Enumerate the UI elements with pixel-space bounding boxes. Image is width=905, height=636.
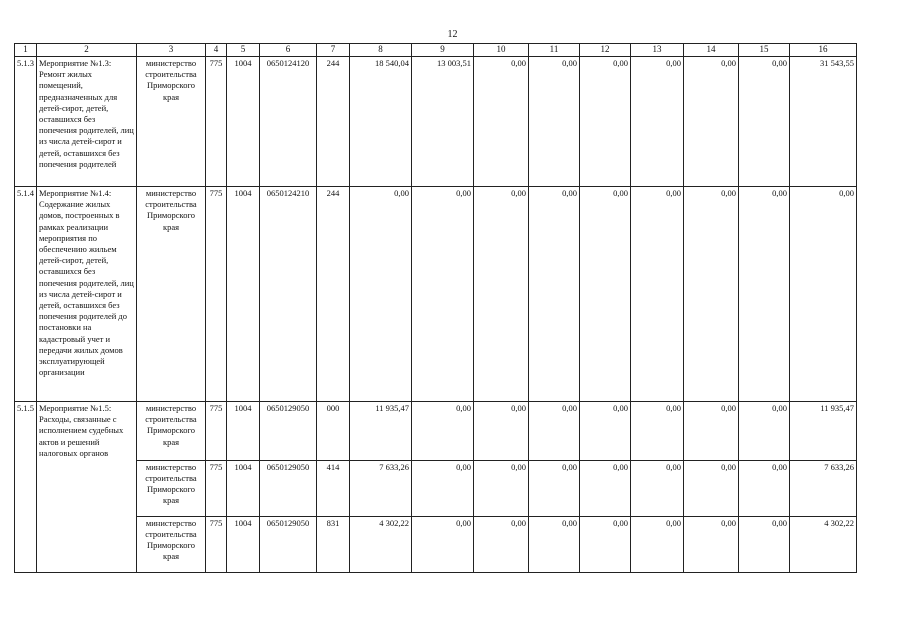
total-cell: 0,00 <box>790 187 857 402</box>
value-cell: 0,00 <box>631 516 684 572</box>
header-cell: 11 <box>529 44 580 57</box>
header-cell: 10 <box>474 44 529 57</box>
target-code: 0650129050 <box>260 460 317 516</box>
value-cell: 18 540,04 <box>350 57 412 187</box>
section-code: 1004 <box>227 460 260 516</box>
target-code: 0650124120 <box>260 57 317 187</box>
value-cell: 0,00 <box>474 402 529 461</box>
value-cell: 0,00 <box>350 187 412 402</box>
executor: министерство строительства Приморского края <box>137 402 206 461</box>
expense-type-code: 000 <box>317 402 350 461</box>
table-row <box>15 187 857 402</box>
row-number <box>15 516 37 572</box>
value-cell: 11 935,47 <box>350 402 412 461</box>
section-code: 1004 <box>227 187 260 402</box>
budget-table <box>14 43 857 573</box>
value-cell: 0,00 <box>739 516 790 572</box>
value-cell: 0,00 <box>529 187 580 402</box>
measure-name <box>37 516 137 572</box>
value-cell: 0,00 <box>631 460 684 516</box>
section-code: 1004 <box>227 57 260 187</box>
value-cell: 0,00 <box>631 187 684 402</box>
value-cell: 13 003,51 <box>412 57 474 187</box>
value-cell: 0,00 <box>529 402 580 461</box>
header-cell: 9 <box>412 44 474 57</box>
table-row <box>15 57 857 187</box>
expense-type-code: 831 <box>317 516 350 572</box>
header-cell: 6 <box>260 44 317 57</box>
value-cell: 0,00 <box>684 516 739 572</box>
row-number <box>15 460 37 516</box>
value-cell: 0,00 <box>684 402 739 461</box>
header-cell: 5 <box>227 44 260 57</box>
value-cell: 0,00 <box>412 187 474 402</box>
value-cell: 0,00 <box>631 57 684 187</box>
header-cell: 16 <box>790 44 857 57</box>
value-cell: 4 302,22 <box>350 516 412 572</box>
value-cell: 0,00 <box>580 516 631 572</box>
value-cell: 0,00 <box>631 402 684 461</box>
value-cell: 0,00 <box>580 57 631 187</box>
measure-name <box>37 460 137 516</box>
measure-name: Мероприятие №1.5: Расходы, связанные с исполнением судебных актов и решений налоговых органов <box>37 402 137 461</box>
value-cell: 0,00 <box>580 402 631 461</box>
measure-name: Мероприятие №1.4: Содержание жилых домов, построенных в рамках реализации мероприятия по обеспечению жильем детей-сирот, детей, оставшихся без попечения родителей, лиц из числа детей-сирот и детей, оставшихся без попечения родителей до постановки на кадастровый учет и передачи жилых домов эксплуатирующей организации <box>37 187 137 402</box>
header-cell: 3 <box>137 44 206 57</box>
table-row <box>15 460 857 516</box>
header-cell: 15 <box>739 44 790 57</box>
header-cell: 2 <box>37 44 137 57</box>
row-number: 5.1.5 <box>15 402 37 461</box>
executor: министерство строительства Приморского края <box>137 460 206 516</box>
total-cell: 11 935,47 <box>790 402 857 461</box>
expense-type-code: 414 <box>317 460 350 516</box>
expense-type-code: 244 <box>317 187 350 402</box>
value-cell: 0,00 <box>739 57 790 187</box>
header-cell: 12 <box>580 44 631 57</box>
value-cell: 0,00 <box>412 516 474 572</box>
table-row <box>15 402 857 461</box>
total-cell: 7 633,26 <box>790 460 857 516</box>
section-code: 1004 <box>227 402 260 461</box>
total-cell: 4 302,22 <box>790 516 857 572</box>
header-cell: 1 <box>15 44 37 57</box>
total-cell: 31 543,55 <box>790 57 857 187</box>
value-cell: 0,00 <box>684 57 739 187</box>
page-number: 12 <box>447 29 458 40</box>
value-cell: 0,00 <box>684 187 739 402</box>
grbs-code: 775 <box>206 187 227 402</box>
executor: министерство строительства Приморского края <box>137 57 206 187</box>
value-cell: 0,00 <box>739 460 790 516</box>
grbs-code: 775 <box>206 516 227 572</box>
value-cell: 0,00 <box>474 187 529 402</box>
header-cell: 13 <box>631 44 684 57</box>
grbs-code: 775 <box>206 57 227 187</box>
target-code: 0650129050 <box>260 516 317 572</box>
executor: министерство строительства Приморского края <box>137 187 206 402</box>
table-row <box>15 516 857 572</box>
value-cell: 0,00 <box>474 460 529 516</box>
header-cell: 8 <box>350 44 412 57</box>
header-cell: 14 <box>684 44 739 57</box>
value-cell: 0,00 <box>580 187 631 402</box>
target-code: 0650124210 <box>260 187 317 402</box>
value-cell: 0,00 <box>684 460 739 516</box>
grbs-code: 775 <box>206 402 227 461</box>
value-cell: 0,00 <box>412 460 474 516</box>
expense-type-code: 244 <box>317 57 350 187</box>
value-cell: 0,00 <box>474 57 529 187</box>
value-cell: 0,00 <box>529 57 580 187</box>
value-cell: 7 633,26 <box>350 460 412 516</box>
value-cell: 0,00 <box>474 516 529 572</box>
table-header-row <box>15 44 857 57</box>
target-code: 0650129050 <box>260 402 317 461</box>
header-cell: 4 <box>206 44 227 57</box>
header-cell: 7 <box>317 44 350 57</box>
value-cell: 0,00 <box>529 460 580 516</box>
value-cell: 0,00 <box>739 187 790 402</box>
value-cell: 0,00 <box>739 402 790 461</box>
row-number: 5.1.3 <box>15 57 37 187</box>
value-cell: 0,00 <box>412 402 474 461</box>
value-cell: 0,00 <box>580 460 631 516</box>
grbs-code: 775 <box>206 460 227 516</box>
section-code: 1004 <box>227 516 260 572</box>
row-number: 5.1.4 <box>15 187 37 402</box>
value-cell: 0,00 <box>529 516 580 572</box>
executor: министерство строительства Приморского края <box>137 516 206 572</box>
measure-name: Мероприятие №1.3: Ремонт жилых помещений, предназначенных для детей-сирот, детей, оставшихся без попечения родителей, лиц из числа детей-сирот и детей, оставшихся без попечения родителей <box>37 57 137 187</box>
